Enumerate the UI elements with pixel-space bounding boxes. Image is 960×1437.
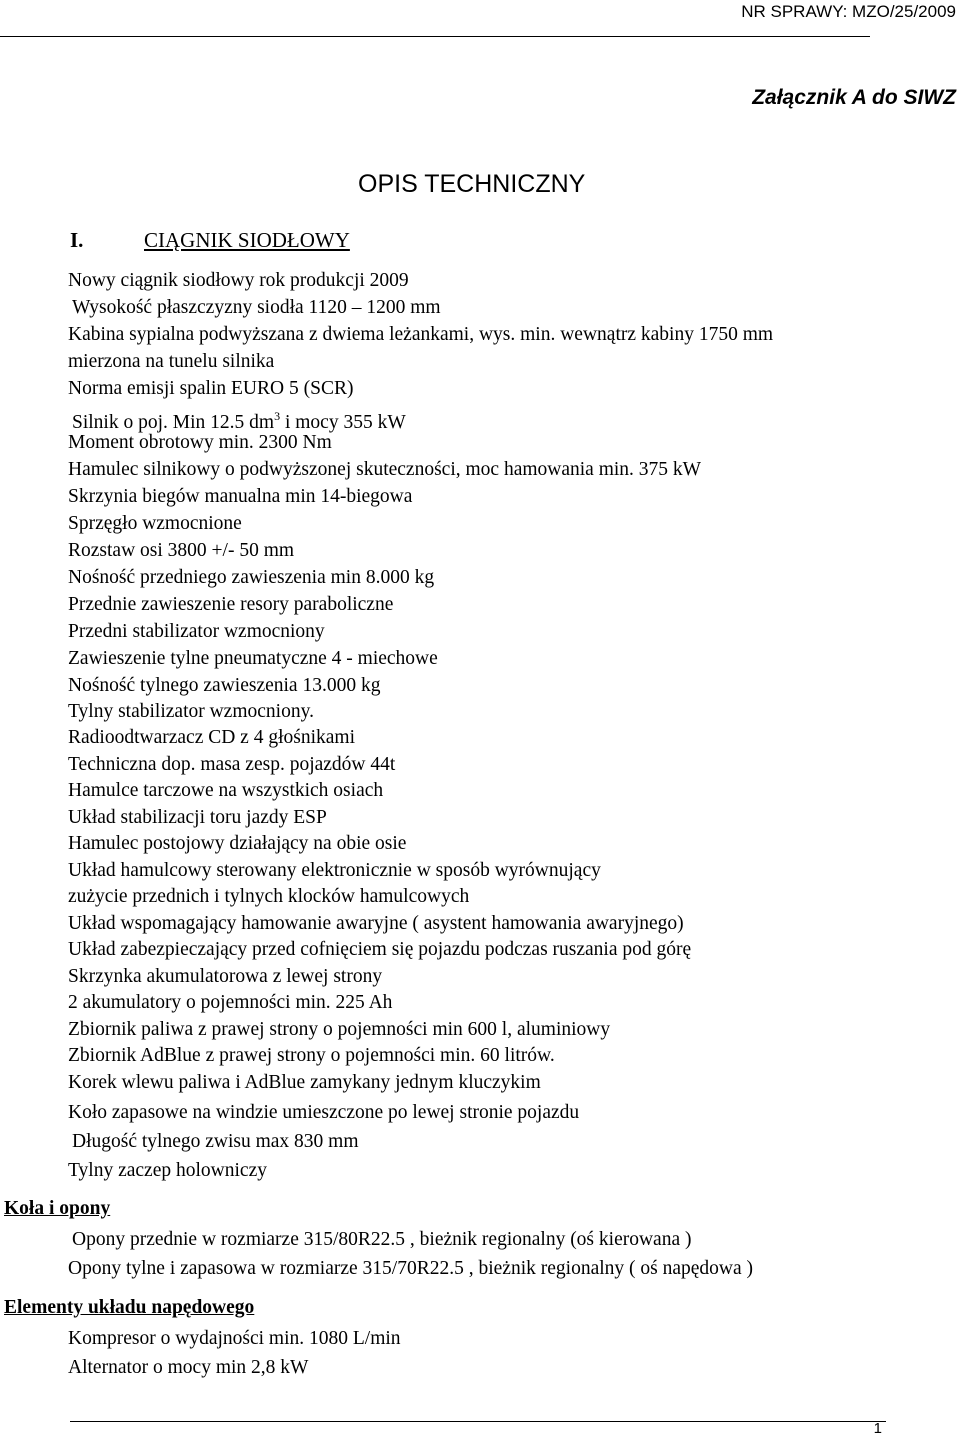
spec-line: Układ stabilizacji toru jazdy ESP	[68, 807, 327, 828]
spec-line: Techniczna dop. masa zesp. pojazdów 44t	[68, 754, 396, 775]
spec-line: Układ zabezpieczający przed cofnięciem się pojazdu podczas ruszania pod górę	[68, 939, 692, 960]
spec-line: Hamulec silnikowy o podwyższonej skuteczności, moc hamowania min. 375 kW	[68, 459, 702, 480]
section-number: I.	[70, 228, 84, 252]
spec-line: Korek wlewu paliwa i AdBlue zamykany jednym kluczykim	[68, 1072, 541, 1093]
spec-line: Rozstaw osi 3800 +/- 50 mm	[68, 540, 295, 561]
spec-line: Koło zapasowe na windzie umieszczone po lewej stronie pojazdu	[68, 1102, 580, 1123]
spec-line: Sprzęgło wzmocnione	[68, 513, 242, 534]
header-rule	[0, 36, 870, 37]
spec-line: Zbiornik paliwa z prawej strony o pojemności min 600 l, aluminiowy	[68, 1019, 611, 1040]
spec-line: Przedni stabilizator wzmocniony	[68, 621, 325, 642]
tyre-line: Opony przednie w rozmiarze 315/80R22.5 , bieżnik regionalny (oś kierowana )	[72, 1229, 692, 1250]
engine-unit-superscript: 3	[274, 409, 281, 423]
spec-line: Nośność tylnego zawieszenia 13.000 kg	[68, 675, 381, 696]
spec-line: Norma emisji spalin EURO 5 (SCR)	[68, 378, 354, 399]
spec-line: Kabina sypialna podwyższana z dwiema leżankami, wys. min. wewnątrz kabiny 1750 mm	[68, 324, 774, 345]
spec-line: Skrzynka akumulatorowa z lewej strony	[68, 966, 383, 987]
section-title: CIĄGNIK SIODŁOWY	[144, 228, 350, 252]
engine-capacity: Silnik o poj. Min 12.5 dm	[72, 412, 275, 433]
drive-line: Kompresor o wydajności min. 1080 L/min	[68, 1328, 401, 1349]
spec-line: Moment obrotowy min. 2300 Nm	[68, 432, 332, 453]
spec-line: Przednie zawieszenie resory paraboliczne	[68, 594, 394, 615]
spec-line: Hamulce tarczowe na wszystkich osiach	[68, 780, 384, 801]
spec-line: Tylny stabilizator wzmocniony.	[68, 701, 314, 722]
spec-line: Nowy ciągnik siodłowy rok produkcji 2009	[68, 270, 409, 291]
spec-line: Hamulec postojowy działający na obie osie	[68, 833, 407, 854]
engine-power: i mocy 355 kW	[280, 412, 406, 433]
wheels-heading: Koła i opony	[4, 1198, 111, 1219]
spec-line: Zawieszenie tylne pneumatyczne 4 - miechowe	[68, 648, 438, 669]
spec-line: mierzona na tunelu silnika	[68, 351, 275, 372]
tyre-line: Opony tylne i zapasowa w rozmiarze 315/70R22.5 , bieżnik regionalny ( oś napędowa )	[68, 1258, 754, 1279]
spec-line: Skrzynia biegów manualna min 14-biegowa	[68, 486, 413, 507]
drive-heading: Elementy układu napędowego	[4, 1297, 255, 1318]
spec-line: 2 akumulatory o pojemności min. 225 Ah	[68, 992, 393, 1013]
spec-line: Tylny zaczep holowniczy	[68, 1160, 267, 1181]
spec-line: Radioodtwarzacz CD z 4 głośnikami	[68, 727, 356, 748]
annex-label: Załącznik A do SIWZ	[752, 86, 956, 109]
footer-rule	[70, 1421, 886, 1422]
spec-line: Układ hamulcowy sterowany elektronicznie w sposób wyrównujący	[68, 860, 601, 881]
page-number: 1	[873, 1420, 882, 1437]
spec-line: Wysokość płaszczyzny siodła 1120 – 1200 mm	[72, 297, 441, 318]
spec-line: Układ wspomagający hamowanie awaryjne ( asystent hamowania awaryjnego)	[68, 913, 684, 934]
drive-line: Alternator o mocy min 2,8 kW	[68, 1357, 309, 1378]
spec-line: Nośność przedniego zawieszenia min 8.000 kg	[68, 567, 435, 588]
spec-line: Zbiornik AdBlue z prawej strony o pojemności min. 60 litrów.	[68, 1045, 555, 1066]
spec-line: zużycie przednich i tylnych klocków hamulcowych	[68, 886, 470, 907]
document-title: OPIS TECHNICZNY	[358, 170, 586, 198]
spec-line: Długość tylnego zwisu max 830 mm	[72, 1131, 359, 1152]
case-number: NR SPRAWY: MZO/25/2009	[741, 2, 956, 21]
